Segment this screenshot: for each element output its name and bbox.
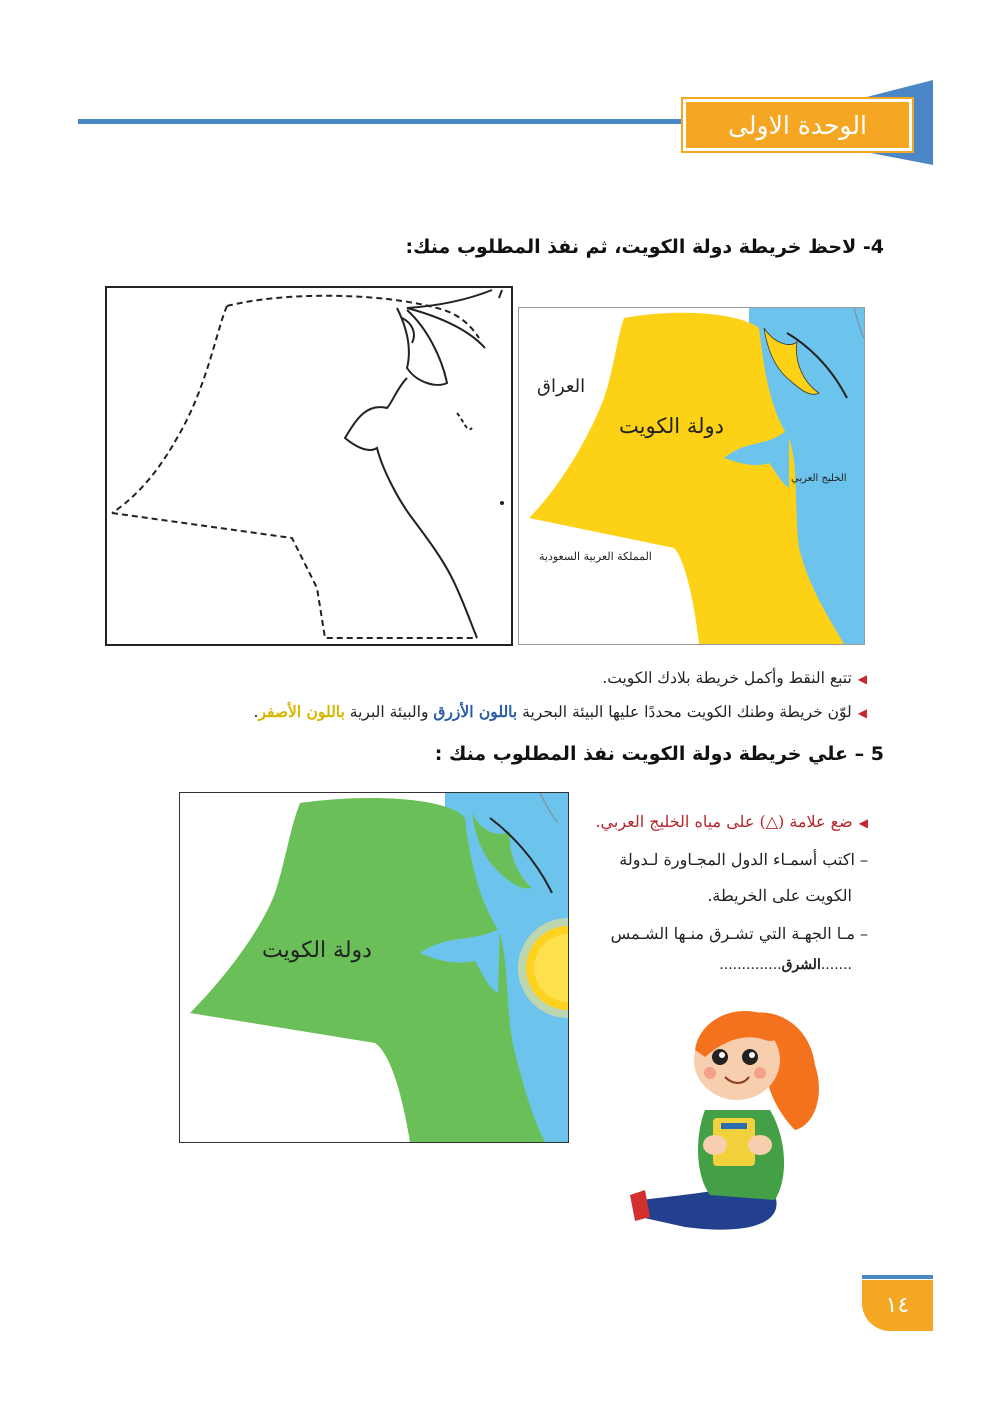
bullet-arrow-icon: ◀	[857, 706, 867, 720]
header-rule	[78, 119, 688, 124]
q5-answer-line	[612, 957, 852, 973]
map-label-gulf: الخليج العربي	[791, 473, 847, 484]
q4-bullet-2-text-start: لوّن خريطة وطنك الكويت محددًا عليها البيئة البحرية	[522, 703, 852, 721]
q5-task-2	[568, 850, 868, 869]
q5-task-2-cont	[592, 886, 852, 905]
q5-task-1-text: ضع علامة (△) على مياه الخليج العربي.	[595, 812, 853, 831]
green-map-drawing	[180, 793, 568, 1142]
answer-dots-right: .......	[820, 957, 852, 973]
q5-task-3	[568, 924, 868, 943]
map-label-kuwait: دولة الكويت	[619, 414, 724, 438]
page-number-text: ١٤	[885, 1293, 910, 1318]
page-number-rule	[862, 1275, 933, 1279]
bullet-arrow-icon: ◀	[857, 672, 867, 686]
bullet-arrow-icon: ◀	[858, 816, 868, 830]
q4-bullet-2	[254, 702, 867, 721]
outline-map	[105, 286, 513, 646]
question-4-heading: 4- لاحظ خريطة دولة الكويت، ثم نفذ المطلوب منك:	[405, 236, 884, 258]
q4-bullet-2-text-mid: والبيئة البرية	[349, 703, 429, 721]
question-5-heading: 5 – علي خريطة دولة الكويت نفذ المطلوب منك :	[434, 743, 884, 765]
colored-map	[518, 307, 865, 645]
q4-bullet-2-blue-text: باللون الأزرق	[433, 702, 518, 721]
q4-bullet-2-end: .	[253, 703, 259, 721]
q4-bullet-1	[602, 669, 867, 687]
q4-bullet-2-yellow-text: باللون الأصفر	[258, 702, 345, 721]
unit-title: الوحدة الاولى	[728, 110, 867, 140]
q4-bullet-1-text: تتبع النقط وأكمل خريطة بلادك الكويت.	[602, 669, 852, 687]
answer-dots-left: ..............	[719, 957, 782, 973]
girl-illustration	[625, 995, 835, 1245]
q5-task-3-text: – مـا الجهـة التي تشـرق منـها الشـمس	[610, 924, 868, 943]
map-label-saudi: المملكة العربية السعودية	[539, 550, 652, 563]
q5-task-2-line-1: – اكتب أسمـاء الدول المجـاورة لـدولة	[619, 850, 868, 869]
q5-answer: الشرق	[781, 957, 821, 973]
page-number	[862, 1280, 933, 1331]
unit-title-badge	[683, 99, 912, 151]
outline-map-drawing	[107, 288, 511, 644]
green-map	[179, 792, 569, 1143]
map-label-iraq: العراق	[537, 376, 586, 397]
q5-task-1	[568, 812, 868, 831]
q5-task-2-line-2: الكويت على الخريطة.	[707, 886, 852, 905]
green-map-label-kuwait: دولة الكويت	[262, 938, 372, 963]
